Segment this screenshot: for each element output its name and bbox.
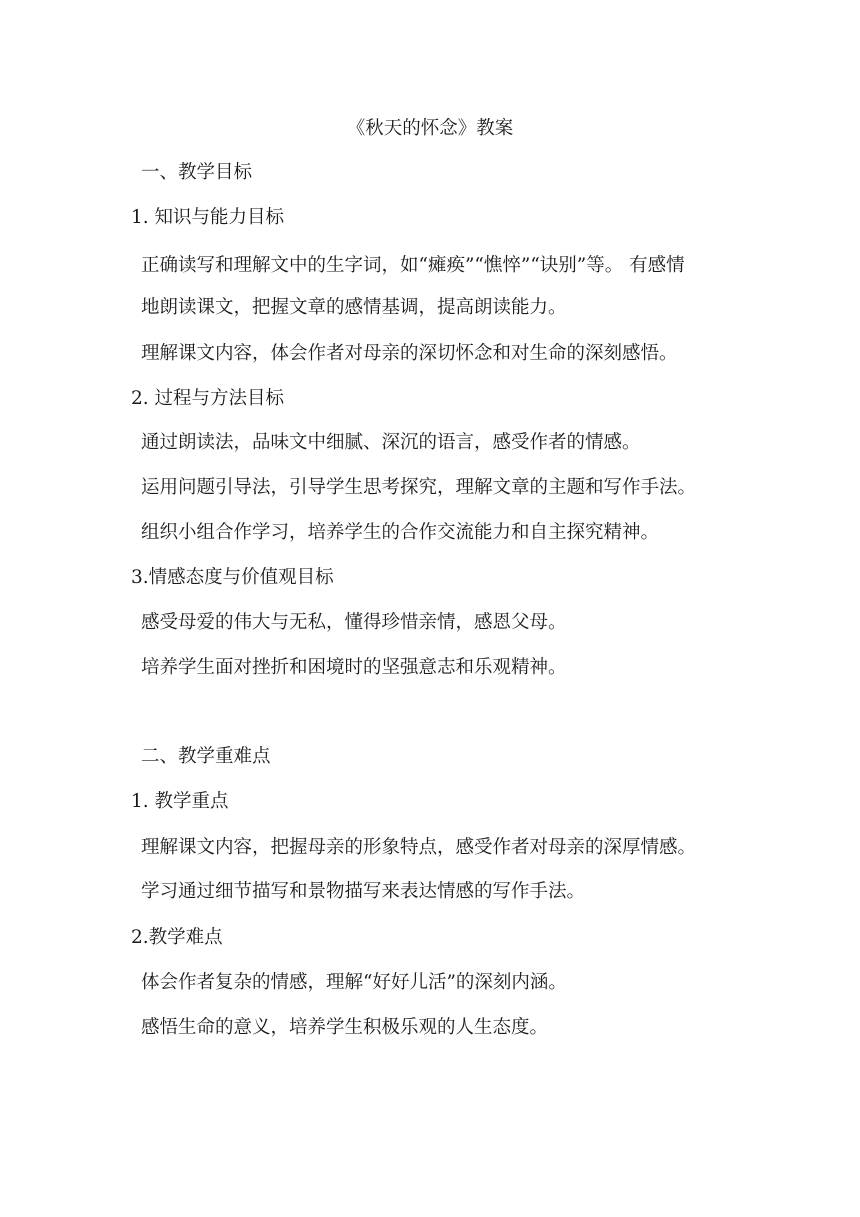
- paragraph-text: 理解课文内容，把握母亲的形象特点，感受作者对母亲的深厚情感。: [141, 837, 697, 858]
- paragraph-text: 组织小组合作学习，培养学生的合作交流能力和自主探究精神。: [141, 522, 660, 543]
- paragraph-text: 通过朗读法，品味文中细腻、深沉的语言，感受作者的情感。: [141, 432, 641, 453]
- paragraph-text: 学习通过细节描写和景物描写来表达情感的写作手法。: [141, 881, 586, 902]
- paragraph-text: 感悟生命的意义，培养学生积极乐观的人生态度。: [141, 1017, 549, 1038]
- subheading-difficult-points: 2.教学难点: [131, 927, 223, 948]
- subheading-knowledge-ability: 1. 知识与能力目标: [131, 207, 285, 228]
- paragraph-text: 体会作者复杂的情感，理解“好好儿活”的深刻内涵。: [141, 972, 567, 993]
- subheading-key-points: 1. 教学重点: [131, 791, 229, 812]
- paragraph-text: 感受母爱的伟大与无私，懂得珍惜亲情，感恩父母。: [141, 612, 567, 633]
- paragraph-text: 理解课文内容，体会作者对母亲的深切怀念和对生命的深刻感悟。: [141, 343, 678, 364]
- paragraph-text: 运用问题引导法，引导学生思考探究，理解文章的主题和写作手法。: [141, 477, 697, 498]
- subheading-emotion-values: 3.情感态度与价值观目标: [131, 567, 334, 588]
- paragraph-text: 培养学生面对挫折和困境时的坚强意志和乐观精神。: [141, 657, 567, 678]
- document-title: 《秋天的怀念》教案: [346, 118, 514, 139]
- section-heading-key-difficult-points: 二、教学重难点: [141, 746, 271, 767]
- paragraph-text: 地朗读课文，把握文章的感情基调，提高朗读能力。: [141, 297, 567, 318]
- paragraph-text: 正确读写和理解文中的生字词，如“瘫痪”“憔悴”“诀别”等。 有感情: [141, 255, 685, 276]
- subheading-process-method: 2. 过程与方法目标: [131, 388, 285, 409]
- section-heading-teaching-goals: 一、教学目标: [141, 162, 253, 183]
